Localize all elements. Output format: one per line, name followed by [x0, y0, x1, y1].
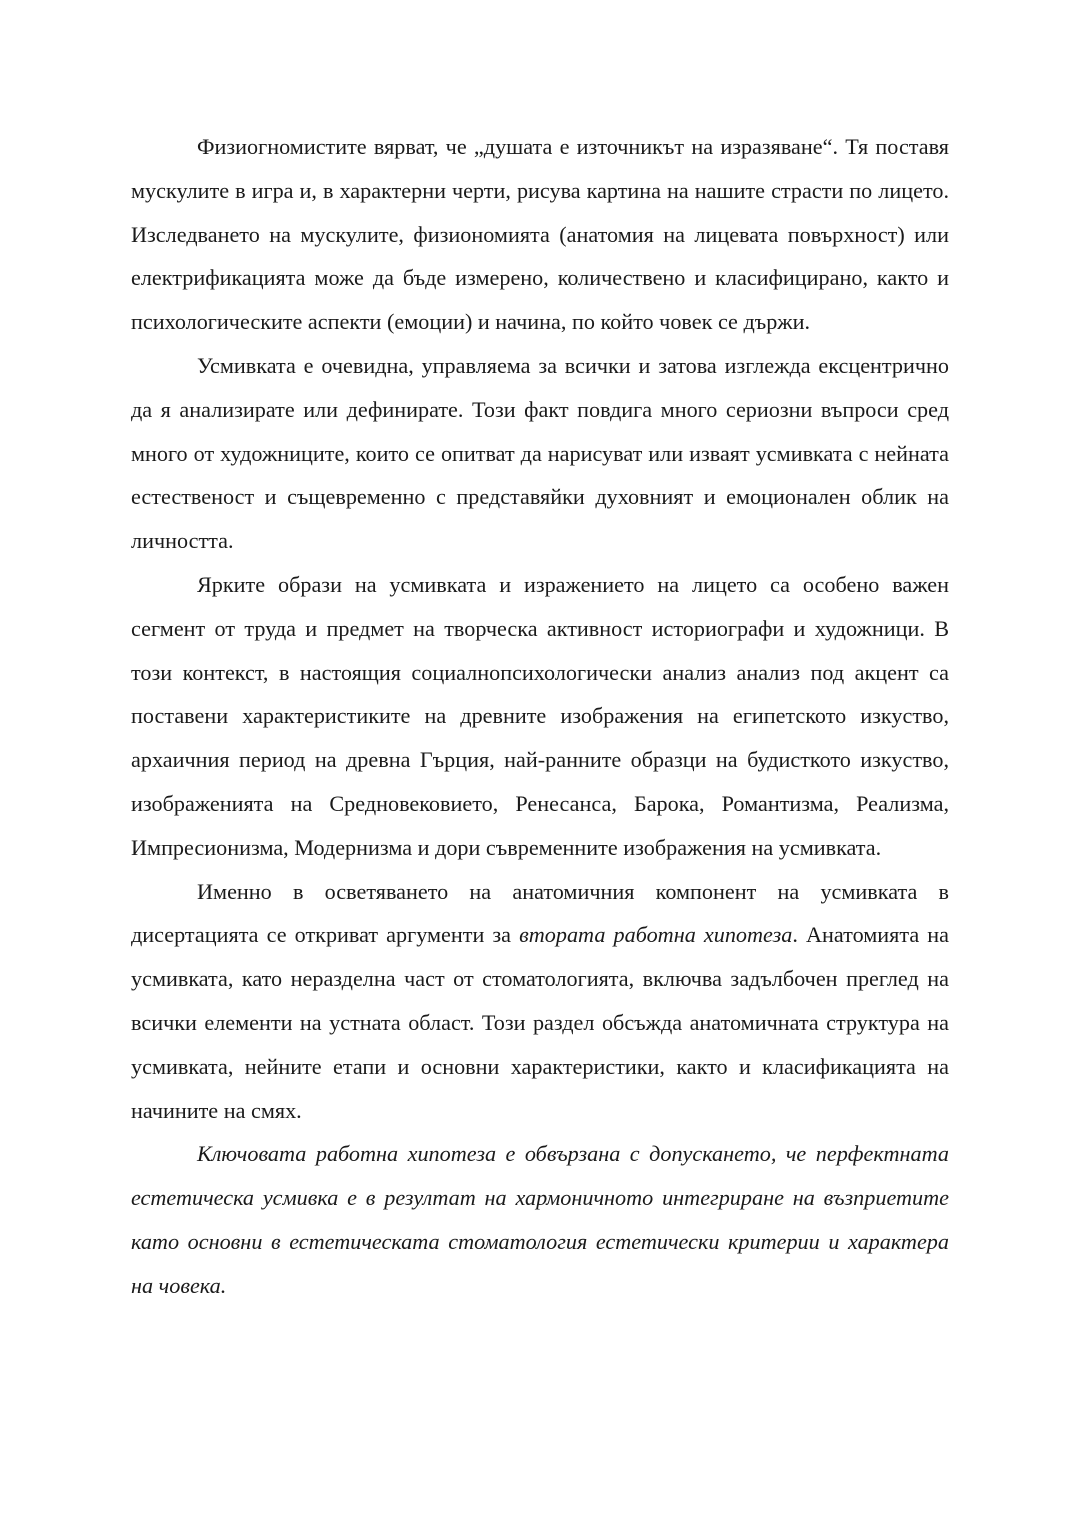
document-body	[131, 125, 949, 1308]
paragraph-4-text-after: . Анатомията на усмивката, като неразделна част от стоматологията, включва задълбочен преглед на всички елементи на устната област. Този раздел обсъжда анатомичната структура на усмивката, нейните етапи и основни характеристики, както и класификацията на начините на смях.	[131, 922, 949, 1123]
paragraph-3: Ярките образи на усмивката и изражението на лицето са особено важен сегмент от труда и предмет на творческа активност историографи и художници. В този контекст, в настоящия социалнопсихологически анализ анализ под акцент са поставени характеристиките на древните изображения на египетското изкуство, архаичния период на древна Гърция, най-ранните образци на будисткото изкуство, изображенията на Средновековието, Ренесанса, Барока, Романтизма, Реализма, Импресионизма, Модернизма и дори съвременните изображения на усмивката.	[131, 571, 949, 860]
paragraph-5-hypothesis: Ключовата работна хипотеза е обвързана с допускането, че перфектната естетическа усмивка е в резултат на хармоничното интегриране на възприетите като основни в естетическата стоматология естетически критерии и характера на човека.	[131, 1141, 949, 1298]
paragraph-1: Физиогномистите вярват, че „душата е източникът на изразяване“. Тя поставя мускулите в игра и, в характерни черти, рисува картина на нашите страсти по лицето. Изследването на мускулите, физиономията (анатомия на лицевата повърхност) или електрификацията може да бъде измерено, количествено и класифицирано, както и психологическите аспекти (емоции) и начина, по който човек се държи.	[131, 134, 949, 335]
paragraph-4-text-before: Именно в осветяването на анатомичния компонент на усмивката в дисертацията се откриват аргументи за	[131, 878, 949, 948]
paragraph-4	[131, 870, 949, 1133]
paragraph-4-italic-phrase: втората работна хипотеза	[519, 922, 793, 948]
paragraph-2: Усмивката е очевидна, управляема за всички и затова изглежда ексцентрично да я анализирате или дефинирате. Този факт повдига много сериозни въпроси сред много от художниците, които се опитват да нарисуват или изваят усмивката с нейната естественост и същевременно с представяйки духовният и емоционален облик на личността.	[131, 352, 949, 554]
